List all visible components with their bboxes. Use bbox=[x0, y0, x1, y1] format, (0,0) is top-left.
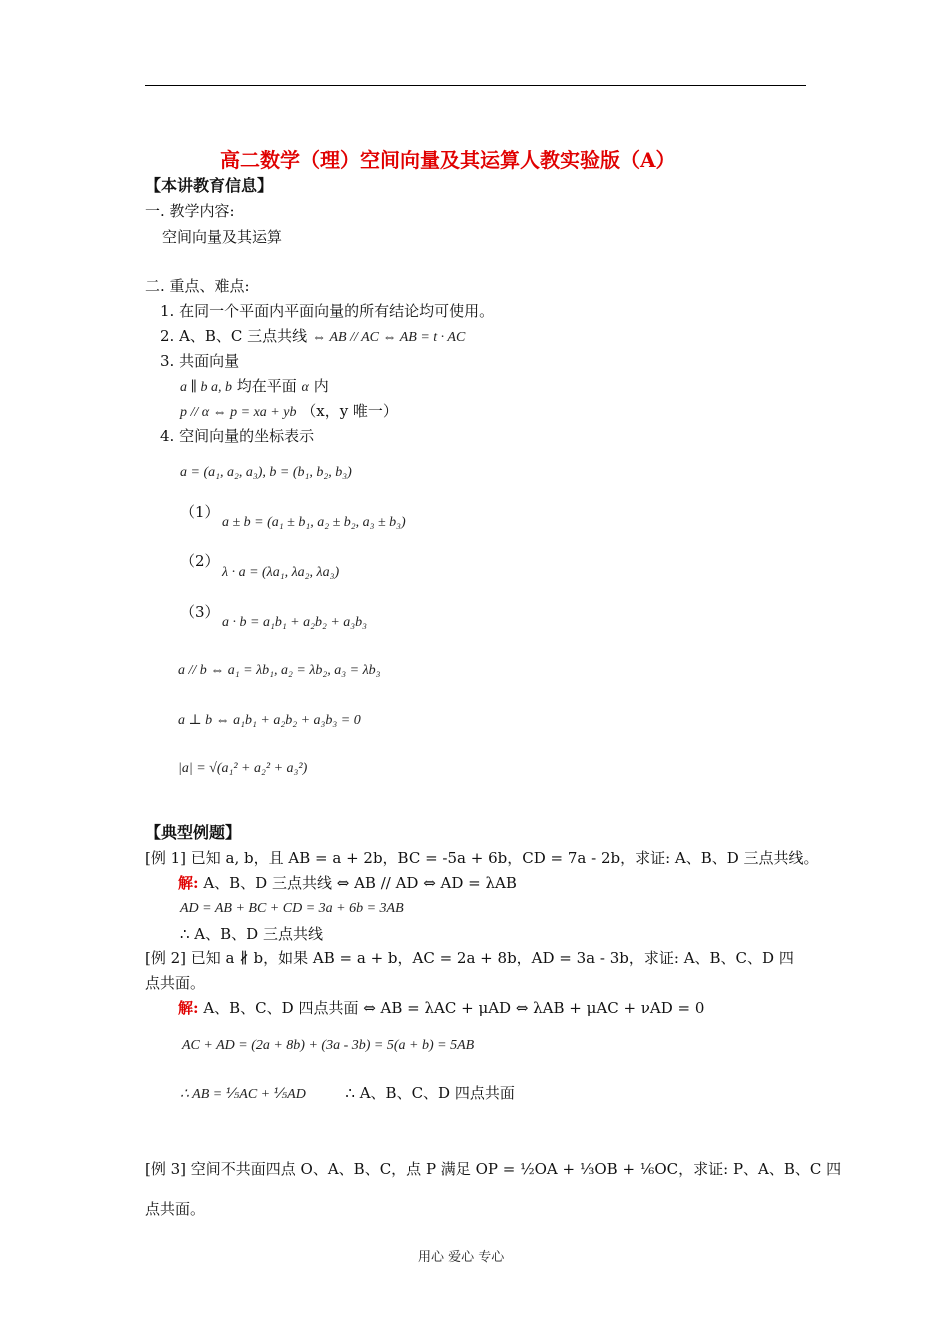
coord-def: a = (a₁, a₂, a₃), b = (b₁, b₂, b₃) bbox=[180, 465, 352, 480]
point-3-math2: p // α ⇔ p = xa + yb bbox=[180, 405, 297, 420]
formula-1-label: （1） bbox=[180, 503, 220, 521]
teach-heading: 一. 教学内容: bbox=[145, 202, 235, 220]
vector-norm: |a| = √(a₁² + a₂² + a₃²) bbox=[178, 761, 308, 776]
example-2-solution bbox=[178, 999, 704, 1017]
formula-2: λ · a = (λa₁, λa₂, λa₃) bbox=[222, 565, 340, 580]
point-1: 1. 在同一个平面内平面向量的所有结论均可使用。 bbox=[160, 302, 495, 320]
example-1-solution-text: A、B、D 三点共线 ⇔ AB // AD ⇔ AD = λAB bbox=[203, 874, 517, 892]
example-2-calc: AC + AD = (2a + 8b) + (3a - 3b) = 5(a + b) = 5AB bbox=[182, 1038, 475, 1053]
point-3-note: （x，y 唯一） bbox=[301, 402, 398, 420]
point-3-line1 bbox=[180, 377, 329, 397]
point-2-text: 2. A、B、C 三点共线 bbox=[160, 327, 308, 345]
example-2-conclusion-math: ∴ AB = ⅕AC + ⅕AD bbox=[180, 1087, 306, 1102]
example-1-calc: AD = AB + BC + CD = 3a + 6b = 3AB bbox=[180, 901, 404, 916]
example-2-conclusion-text: ∴ A、B、C、D 四点共面 bbox=[345, 1084, 515, 1102]
formula-3: a · b = a₁b₁ + a₂b₂ + a₃b₃ bbox=[222, 615, 368, 630]
example-3-line2: 点共面。 bbox=[145, 1200, 206, 1218]
perpendicular-condition: a ⊥ b ⇔ a₁b₁ + a₂b₂ + a₃b₃ = 0 bbox=[178, 713, 361, 728]
point-2-math: ⇔ AB // AC ⇔ AB = t · AC bbox=[311, 330, 466, 345]
point-3: 3. 共面向量 bbox=[160, 352, 240, 370]
section-examples-heading: 【典型例题】 bbox=[145, 823, 242, 842]
formula-2-label: （2） bbox=[180, 552, 220, 570]
example-2-conclusion bbox=[180, 1084, 515, 1104]
point-3-alpha: α bbox=[301, 380, 309, 395]
section-info-heading: 【本讲教育信息】 bbox=[145, 176, 274, 195]
point-3-math1: a ∥ b a, b bbox=[180, 380, 232, 395]
teach-text: 空间向量及其运算 bbox=[162, 228, 283, 246]
example-1-conclusion: ∴ A、B、D 三点共线 bbox=[180, 925, 323, 943]
point-2 bbox=[160, 327, 465, 347]
example-2-solution-text: A、B、C、D 四点共面 ⇔ AB = λAC + μAD ⇔ λAB + μAC + νAD = 0 bbox=[203, 999, 705, 1017]
page-title: 高二数学（理）空间向量及其运算人教实验版（A） bbox=[220, 148, 676, 172]
formula-1: a ± b = (a₁ ± b₁, a₂ ± b₂, a₃ ± b₃) bbox=[222, 515, 406, 530]
example-2-line2: 点共面。 bbox=[145, 974, 206, 992]
example-1: [例 1] 已知 a, b，且 AB = a + 2b，BC = -5a + 6b，CD = 7a - 2b，求证: A、B、D 三点共线。 bbox=[145, 849, 819, 867]
example-2-line1: [例 2] 已知 a ∦ b，如果 AB = a + b，AC = 2a + 8b，AD = 3a - 3b，求证: A、B、C、D 四 bbox=[145, 949, 794, 967]
solution-label: 解: bbox=[178, 999, 199, 1017]
example-1-solution bbox=[178, 874, 517, 892]
point-4: 4. 空间向量的坐标表示 bbox=[160, 427, 315, 445]
solution-label: 解: bbox=[178, 874, 199, 892]
parallel-condition: a // b ⇔ a₁ = λb₁, a₂ = λb₂, a₃ = λb₃ bbox=[178, 663, 381, 678]
point-3-text2: 内 bbox=[313, 377, 329, 395]
header-rule bbox=[145, 85, 806, 86]
key-heading: 二. 重点、难点: bbox=[145, 277, 250, 295]
example-3-line1: [例 3] 空间不共面四点 O、A、B、C，点 P 满足 OP = ½OA + ⅓OB + ⅙OC，求证: P、A、B、C 四 bbox=[145, 1160, 842, 1178]
page-footer: 用心 爱心 专心 bbox=[418, 1250, 505, 1265]
point-3-text1: 均在平面 bbox=[236, 377, 297, 395]
point-3-line2 bbox=[180, 402, 398, 422]
formula-3-label: （3） bbox=[180, 603, 220, 621]
